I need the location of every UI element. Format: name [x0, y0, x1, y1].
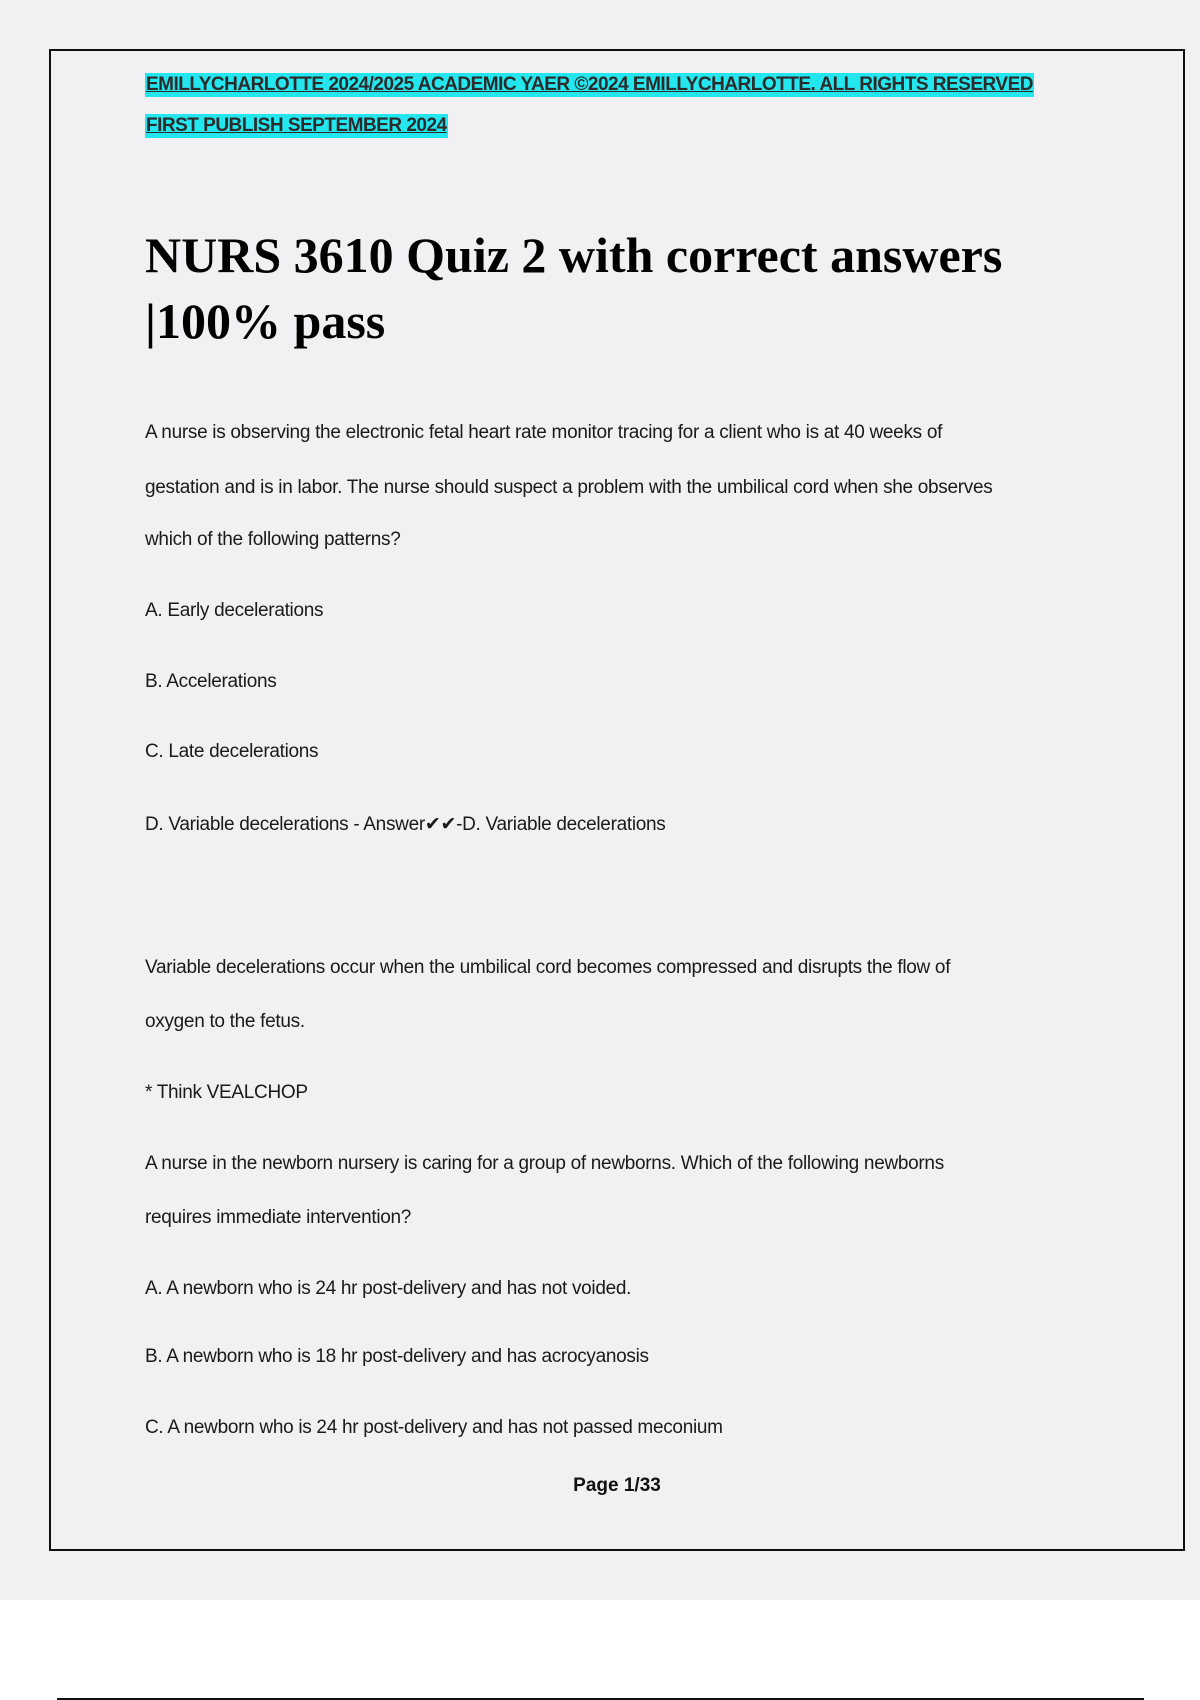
question-1-option-c: C. Late decelerations [145, 741, 319, 762]
question-2-option-a: A. A newborn who is 24 hr post-delivery and has not voided. [145, 1278, 632, 1299]
question-2-option-b: B. A newborn who is 18 hr post-delivery and has acrocyanosis [145, 1346, 649, 1367]
question-2-stem-line: requires immediate intervention? [145, 1207, 412, 1228]
copyright-header: EMILLYCHARLOTTE 2024/2025 ACADEMIC YAER ©2024 EMILLYCHARLOTTE. ALL RIGHTS RESERVED [146, 74, 1033, 95]
question-1-tip: * Think VEALCHOP [145, 1082, 308, 1103]
publish-date-header: FIRST PUBLISH SEPTEMBER 2024 [146, 115, 447, 136]
question-1-stem-line: gestation and is in labor. The nurse should suspect a problem with the umbilical cord when she observes [145, 477, 993, 498]
question-1-option-b: B. Accelerations [145, 671, 277, 692]
document-title: NURS 3610 Quiz 2 with correct answers |100% pass [145, 227, 1003, 349]
question-1-rationale-line: Variable decelerations occur when the umbilical cord becomes compressed and disrupts the flow of [145, 957, 951, 978]
question-1-option-a: A. Early decelerations [145, 600, 324, 621]
question-1-stem-line: A nurse is observing the electronic fetal heart rate monitor tracing for a client who is at 40 weeks of [145, 422, 943, 443]
question-1-option-d-answer: D. Variable decelerations - Answer✔✔-D. Variable decelerations [145, 814, 666, 835]
question-2-option-c: C. A newborn who is 24 hr post-delivery and has not passed meconium [145, 1417, 723, 1438]
question-1-rationale-line: oxygen to the fetus. [145, 1011, 305, 1032]
page-number: Page 1/33 [573, 1475, 661, 1496]
question-2-stem-line: A nurse in the newborn nursery is caring for a group of newborns. Which of the following newborns [145, 1153, 944, 1174]
question-1-stem-line: which of the following patterns? [145, 529, 401, 550]
